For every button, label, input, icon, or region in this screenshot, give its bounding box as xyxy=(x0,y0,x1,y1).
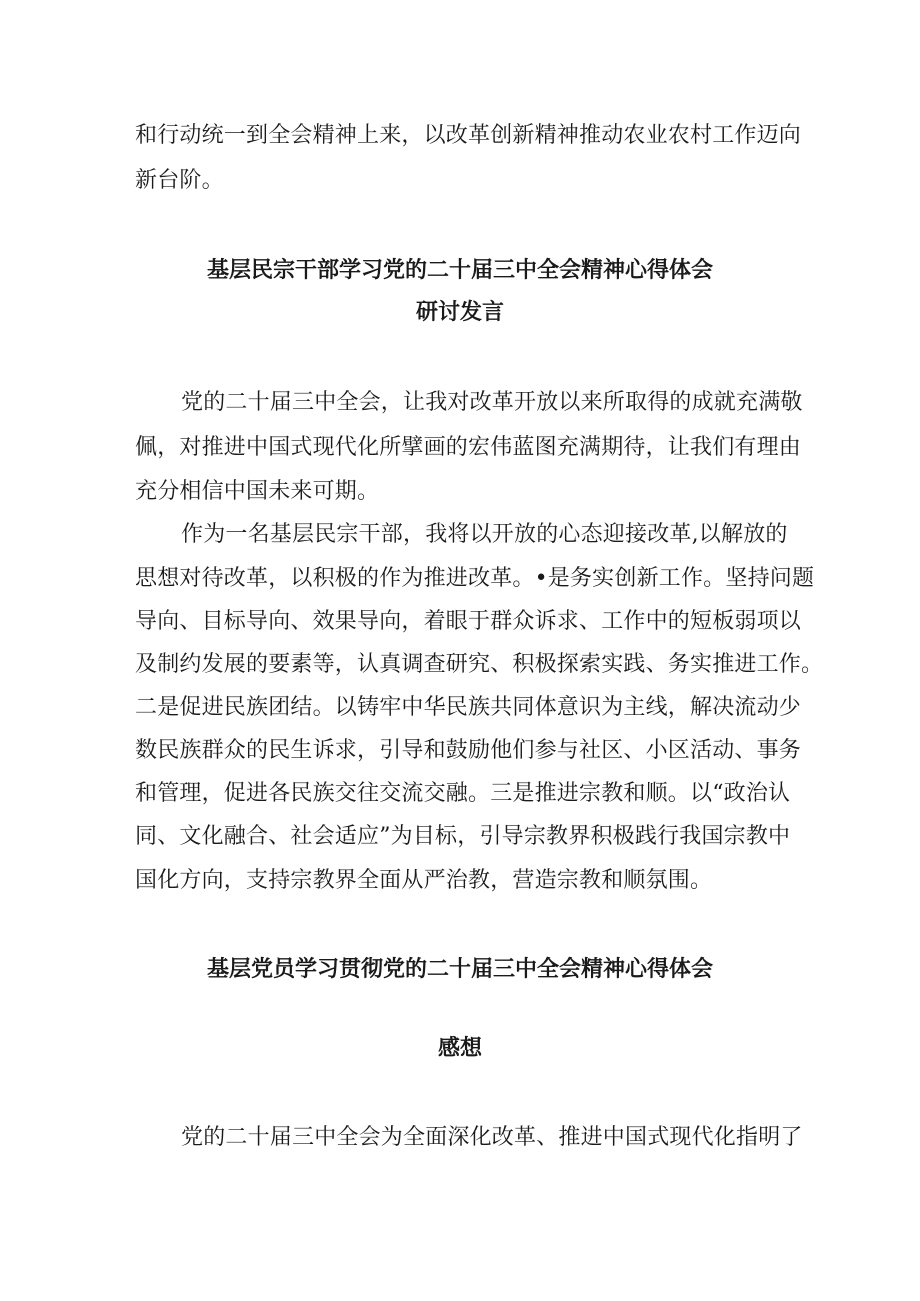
paragraph-line: 佩，对推进中国式现代化所擘画的宏伟蓝图充满期待，让我们有理由 xyxy=(135,435,802,460)
paragraph-line: 同、文化融合、社会适应”为目标，引导宗教界积极践行我国宗教中 xyxy=(135,824,791,849)
paragraph-line: 和行动统一到全会精神上来，以改革创新精神推动农业农村工作迈向 xyxy=(135,123,802,148)
paragraph-line: 作为一名基层民宗干部，我将以开放的心态迎接改革,以解放的 xyxy=(181,522,788,547)
section-title: 基层党员学习贯彻党的二十届三中全会精神心得体会 xyxy=(206,957,713,982)
paragraph-line: 党的二十届三中全会，让我对改革开放以来所取得的成就充满敬 xyxy=(181,390,803,415)
paragraph-line: 及制约发展的要素等，认真调查研究、积极探索实践、务实推进工作。 xyxy=(135,652,824,677)
paragraph-line: 党的二十届三中全会为全面深化改革、推进中国式现代化指明了 xyxy=(181,1125,803,1150)
paragraph-line: 国化方向，支持宗教界全面从严治教，营造宗教和顺氛围。 xyxy=(135,868,713,893)
section-subtitle: 研讨发言 xyxy=(415,300,504,325)
section-title: 基层民宗干部学习党的二十届三中全会精神心得体会 xyxy=(206,258,713,283)
paragraph-line: 和管理，促进各民族交往交流交融。三是推进宗教和顺。以“政治认 xyxy=(135,781,791,806)
paragraph-line: 思想对待改革，以积极的作为推进改革。•是务实创新工作。坚持问题 xyxy=(135,566,815,591)
paragraph-line: 二是促进民族团结。以铸牢中华民族共同体意识为主线，解决流动少 xyxy=(135,695,802,720)
paragraph-line: 充分相信中国未来可期。 xyxy=(135,479,380,504)
paragraph-line: 数民族群众的民生诉求，引导和鼓励他们参与社区、小区活动、事务 xyxy=(135,738,802,763)
section-subtitle: 感想 xyxy=(437,1036,482,1061)
paragraph-line: 导向、目标导向、效果导向，着眼于群众诉求、工作中的短板弱项以 xyxy=(135,609,802,634)
paragraph-line: 新台阶。 xyxy=(135,168,224,193)
